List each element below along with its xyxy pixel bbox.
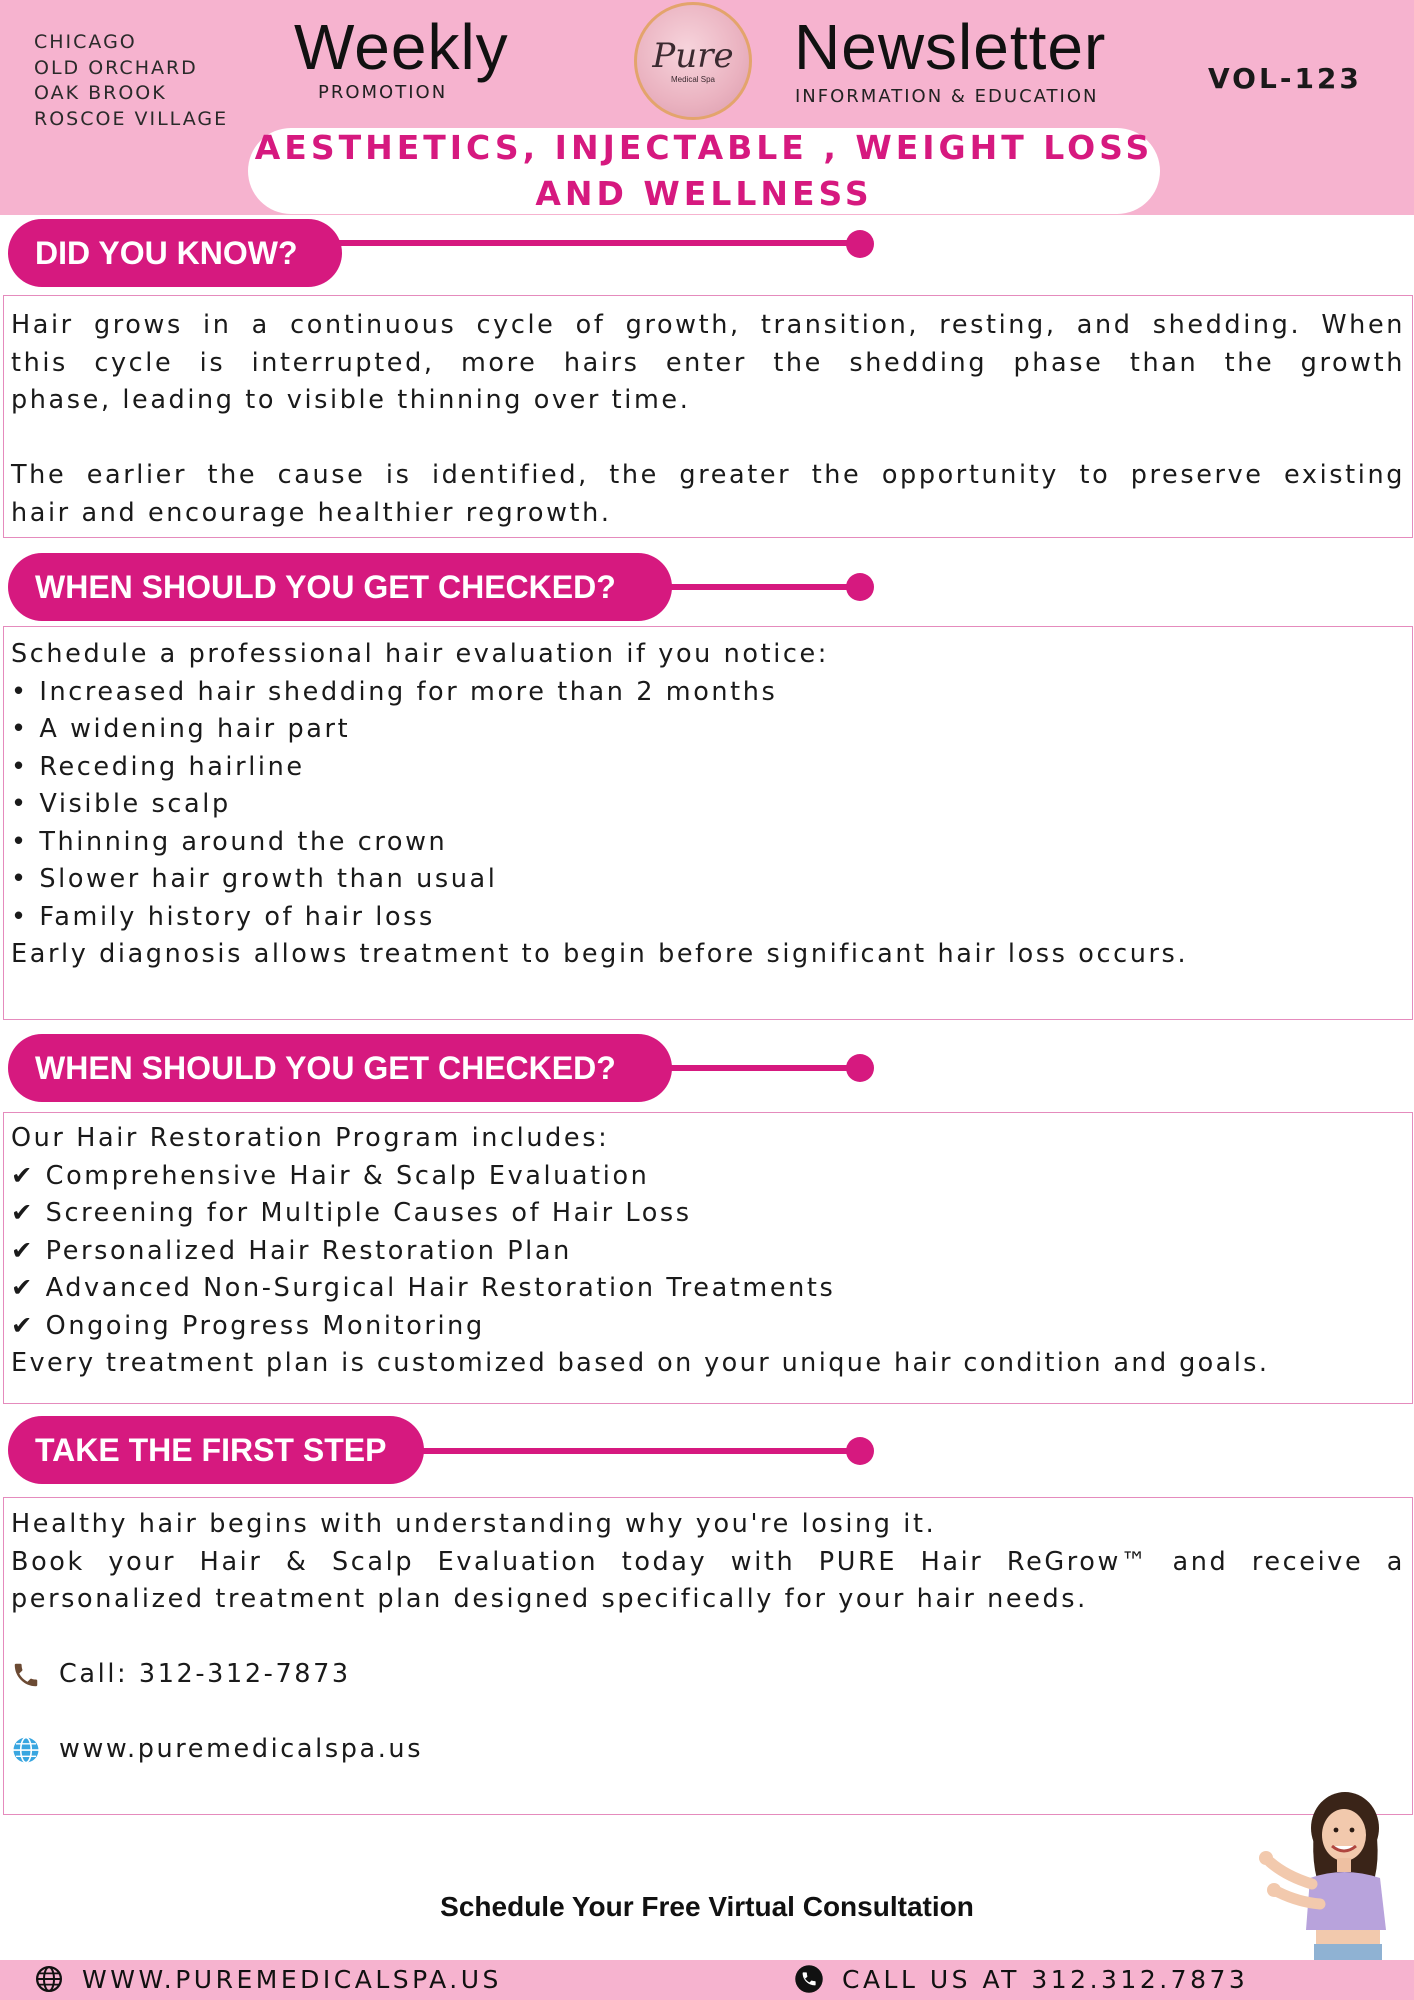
section-title: WHEN SHOULD YOU GET CHECKED? (35, 1049, 616, 1086)
section-box-first-step (3, 1497, 1413, 1815)
section-divider-dot (846, 230, 874, 258)
footer-phone-link[interactable] (794, 1962, 1248, 1996)
text-line: personalized treatment plan designed specifically for your hair needs. (11, 1584, 1088, 1614)
text-line: Healthy hair begins with understanding why you're losing it. (11, 1509, 937, 1539)
section-divider-line (338, 240, 860, 246)
banner-pill (248, 128, 1160, 214)
paragraph-hair-cycle (11, 307, 1405, 420)
text-line: Hair grows in a continuous cycle of growth, transition, resting, and shedding. When (11, 310, 1405, 340)
location-oak-brook: OAK BROOK (34, 82, 167, 104)
list-intro: Our Hair Restoration Program includes: (11, 1123, 610, 1153)
paragraph-book-evaluation (11, 1544, 1405, 1619)
text-line: hair and encourage healthier regrowth. (11, 497, 612, 528)
section-tab-when-checked (8, 553, 672, 621)
footer-website-link[interactable] (34, 1962, 502, 1996)
schedule-consultation-cta[interactable]: Schedule Your Free Virtual Consultation (440, 1891, 974, 1922)
section-title: TAKE THE FIRST STEP (35, 1431, 387, 1468)
checklist-item: ✔ Advanced Non-Surgical Hair Restoration Treatments (11, 1273, 836, 1303)
weekly-title: Weekly (294, 11, 509, 83)
website-line[interactable] (11, 1731, 1405, 1769)
footer-phone-text: CALL US AT 312.312.7873 (842, 1964, 1249, 1994)
model-photo (1240, 1780, 1414, 1960)
checklist-item: ✔ Screening for Multiple Causes of Hair Loss (11, 1198, 692, 1228)
banner-line-2: AND WELLNESS (535, 174, 873, 213)
text-line: phase, leading to visible thinning over time. (11, 385, 691, 415)
location-roscoe-village: ROSCOE VILLAGE (34, 107, 229, 130)
section-title: WHEN SHOULD YOU GET CHECKED? (35, 568, 616, 605)
call-line[interactable] (11, 1656, 1405, 1694)
checklist-item: ✔ Ongoing Progress Monitoring (11, 1310, 485, 1341)
text-line: Book your Hair & Scalp Evaluation today with PURE Hair ReGrow™ and receive a (11, 1546, 1405, 1577)
list-item: • Visible scalp (11, 789, 231, 819)
text-line: The earlier the cause is identified, the greater the opportunity to preserve existing (11, 460, 1405, 490)
globe-outline-icon (34, 1964, 64, 1994)
section-divider-line (668, 1065, 860, 1071)
phone-circle-icon (794, 1964, 824, 1994)
globe-icon (11, 1735, 41, 1765)
footer-website-text: WWW.PUREMEDICALSPA.US (82, 1964, 502, 1994)
banner-text (255, 125, 1153, 217)
banner-line-1: AESTHETICS, INJECTABLE , WEIGHT LOSS (254, 128, 1154, 167)
checklist-item: ✔ Comprehensive Hair & Scalp Evaluation (11, 1160, 650, 1191)
section-divider-dot (846, 1437, 874, 1465)
call-text: Call: 312-312-7873 (59, 1659, 351, 1689)
list-item: • Thinning around the crown (11, 826, 448, 857)
text-line: this cycle is interrupted, more hairs enter the shedding phase than the growth (11, 347, 1405, 378)
section-divider-dot (846, 1054, 874, 1082)
section-box-did-you-know (3, 295, 1413, 538)
list-outro: Every treatment plan is customized based on your unique hair condition and goals. (11, 1348, 1270, 1378)
section-divider-line (420, 1448, 860, 1454)
location-list (34, 30, 228, 132)
weekly-subtitle: PROMOTION (318, 82, 448, 103)
list-item: • Slower hair growth than usual (11, 864, 498, 894)
section-title: DID YOU KNOW? (35, 234, 298, 271)
section-tab-did-you-know (8, 219, 342, 287)
list-item: • Increased hair shedding for more than 2 months (11, 676, 778, 707)
section-box-program (3, 1112, 1413, 1404)
list-item: • Receding hairline (11, 751, 305, 782)
volume-number: VOL-123 (1208, 62, 1362, 95)
section-box-when-checked (3, 626, 1413, 1020)
section-tab-first-step (8, 1416, 424, 1484)
phone-icon (11, 1660, 41, 1690)
brand-logo (634, 2, 752, 120)
section-divider-line (668, 584, 860, 590)
newsletter-title: Newsletter (794, 11, 1107, 83)
list-item: • Family history of hair loss (11, 901, 435, 932)
list-item: • A widening hair part (11, 714, 351, 744)
section-divider-dot (846, 573, 874, 601)
section-tab-program (8, 1034, 672, 1102)
location-chicago: CHICAGO (34, 31, 137, 53)
list-intro: Schedule a professional hair evaluation if you notice: (11, 639, 829, 669)
logo-text: Pure (652, 35, 734, 76)
location-old-orchard: OLD ORCHARD (34, 56, 198, 79)
logo-subtext: Medical Spa (670, 74, 716, 84)
list-outro: Early diagnosis allows treatment to begin before significant hair loss occurs. (11, 939, 1189, 969)
newsletter-subtitle: INFORMATION & EDUCATION (795, 86, 1099, 107)
website-text: www.puremedicalspa.us (59, 1734, 424, 1764)
paragraph-early-cause (11, 457, 1405, 532)
header (0, 0, 1414, 215)
checklist-item: ✔ Personalized Hair Restoration Plan (11, 1235, 572, 1266)
